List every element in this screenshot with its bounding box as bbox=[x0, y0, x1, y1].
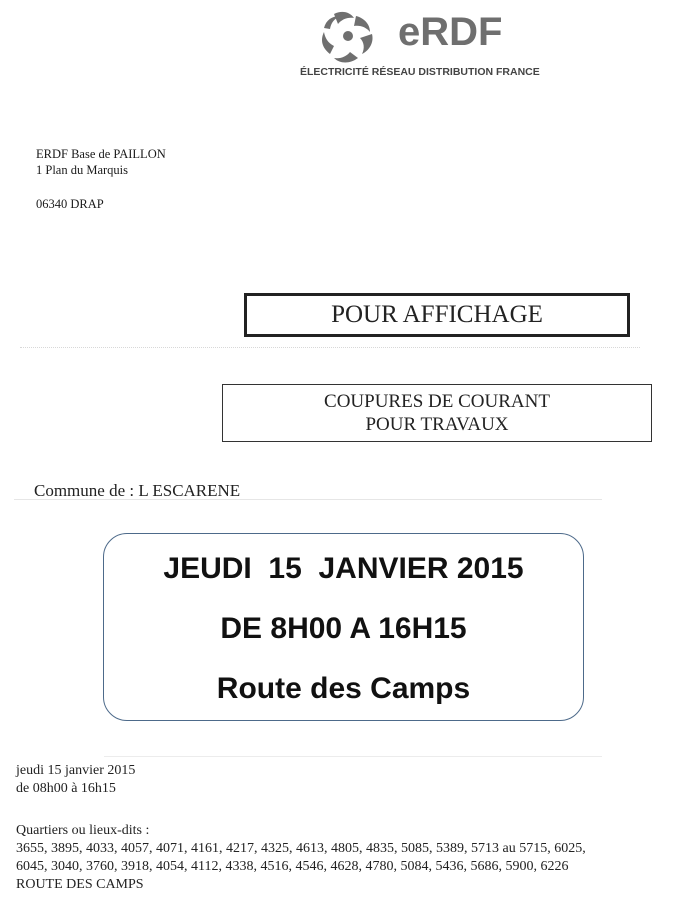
quartiers-line-3: ROUTE DES CAMPS bbox=[16, 877, 144, 892]
quartiers-line-1: 3655, 3895, 4033, 4057, 4071, 4161, 4217, 4325, 4613, 4805, 4835, 5085, 5389, 5713 au 5715, 6025, bbox=[16, 841, 586, 856]
erdf-swirl-logo-icon bbox=[312, 8, 392, 66]
details-date: jeudi 15 janvier 2015 bbox=[16, 763, 136, 778]
quartiers-section bbox=[16, 822, 696, 894]
outage-hours: DE 8H00 A 16H15 bbox=[220, 612, 467, 645]
details-divider bbox=[104, 756, 602, 757]
coupures-line-1: COUPURES DE COURANT bbox=[324, 391, 550, 412]
scan-divider bbox=[20, 347, 640, 348]
address-line-1: ERDF Base de PAILLON bbox=[36, 147, 166, 161]
outage-highlight-box bbox=[103, 533, 584, 721]
address-postal: 06340 DRAP bbox=[36, 197, 104, 211]
commune-divider bbox=[14, 499, 602, 500]
outage-details bbox=[16, 762, 135, 798]
coupures-box bbox=[222, 384, 652, 442]
address-line-2: 1 Plan du Marquis bbox=[36, 163, 129, 177]
details-hours: de 08h00 à 16h15 bbox=[16, 781, 116, 796]
commune-label: Commune de : L ESCARENE bbox=[34, 481, 241, 500]
quartiers-title: Quartiers ou lieux-dits : bbox=[16, 823, 150, 838]
sender-address bbox=[36, 146, 166, 178]
logo-wordmark: eRDF bbox=[398, 10, 503, 54]
coupures-line-2: POUR TRAVAUX bbox=[365, 414, 509, 435]
erdf-logo bbox=[300, 6, 540, 86]
pour-affichage-label: POUR AFFICHAGE bbox=[331, 301, 543, 328]
logo-subtitle: ÉLECTRICITÉ RÉSEAU DISTRIBUTION FRANCE bbox=[300, 66, 540, 78]
pour-affichage-box bbox=[244, 293, 630, 337]
outage-date: JEUDI 15 JANVIER 2015 bbox=[163, 552, 524, 585]
quartiers-line-2: 6045, 3040, 3760, 3918, 4054, 4112, 4338, 4516, 4546, 4628, 4780, 5084, 5436, 5686, 5900, 6226 bbox=[16, 859, 569, 874]
outage-place: Route des Camps bbox=[216, 672, 471, 705]
